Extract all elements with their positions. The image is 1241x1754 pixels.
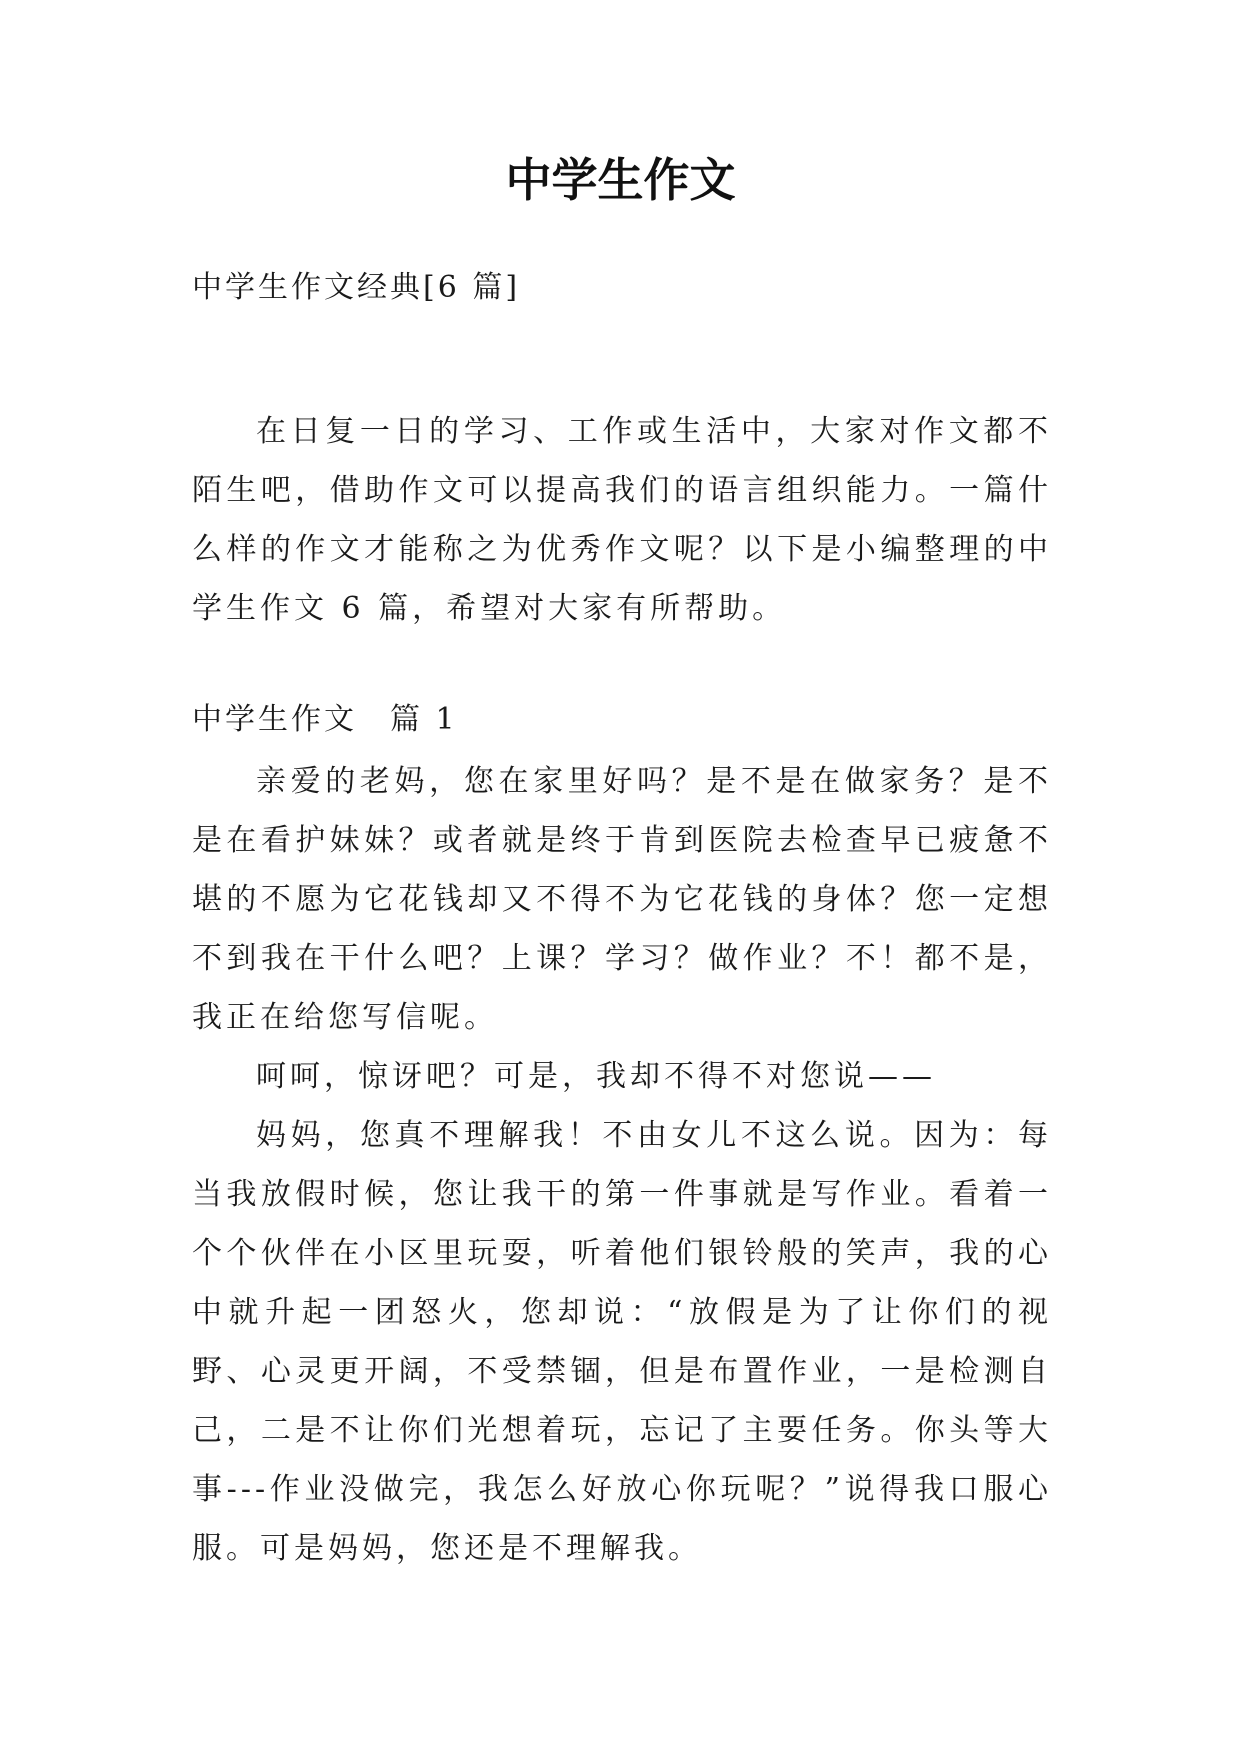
essay-paragraph-1: 亲爱的老妈，您在家里好吗？是不是在做家务？是不是在看护妹妹？或者就是终于肯到医院去检查早已疲惫不堪的不愿为它花钱却又不得不为它花钱的身体？您一定想不到我在干什么吧？上课？学习？做作业？不！都不是，我正在给您写信呢。 [192, 764, 1052, 1035]
essay-body [192, 752, 1052, 1578]
intro-section [192, 402, 1052, 638]
intro-paragraph: 在日复一日的学习、工作或生活中，大家对作文都不陌生吧，借助作文可以提高我们的语言组织能力。一篇什么样的作文才能称之为优秀作文呢？以下是小编整理的中学生作文 6 篇，希望对大家有所帮助。 [192, 414, 1052, 626]
section-heading: 中学生作文 篇 1 [192, 702, 458, 737]
essay-paragraph-3: 妈妈，您真不理解我！不由女儿不这么说。因为：每当我放假时候，您让我干的第一件事就是写作业。看着一个个伙伴在小区里玩耍，听着他们银铃般的笑声，我的心中就升起一团怒火，您却说：“放假是为了让你们的视野、心灵更开阔，不受禁锢，但是布置作业，一是检测自己，二是不让你们光想着玩，忘记了主要任务。你头等大事---作业没做完，我怎么好放心你玩呢？”说得我口服心服。可是妈妈，您还是不理解我。 [192, 1118, 1052, 1566]
page-title: 中学生作文 [505, 153, 736, 207]
document-subtitle: 中学生作文经典[6 篇] [192, 270, 521, 305]
essay-paragraph-2: 呵呵，惊讶吧？可是，我却不得不对您说—— [256, 1059, 936, 1094]
